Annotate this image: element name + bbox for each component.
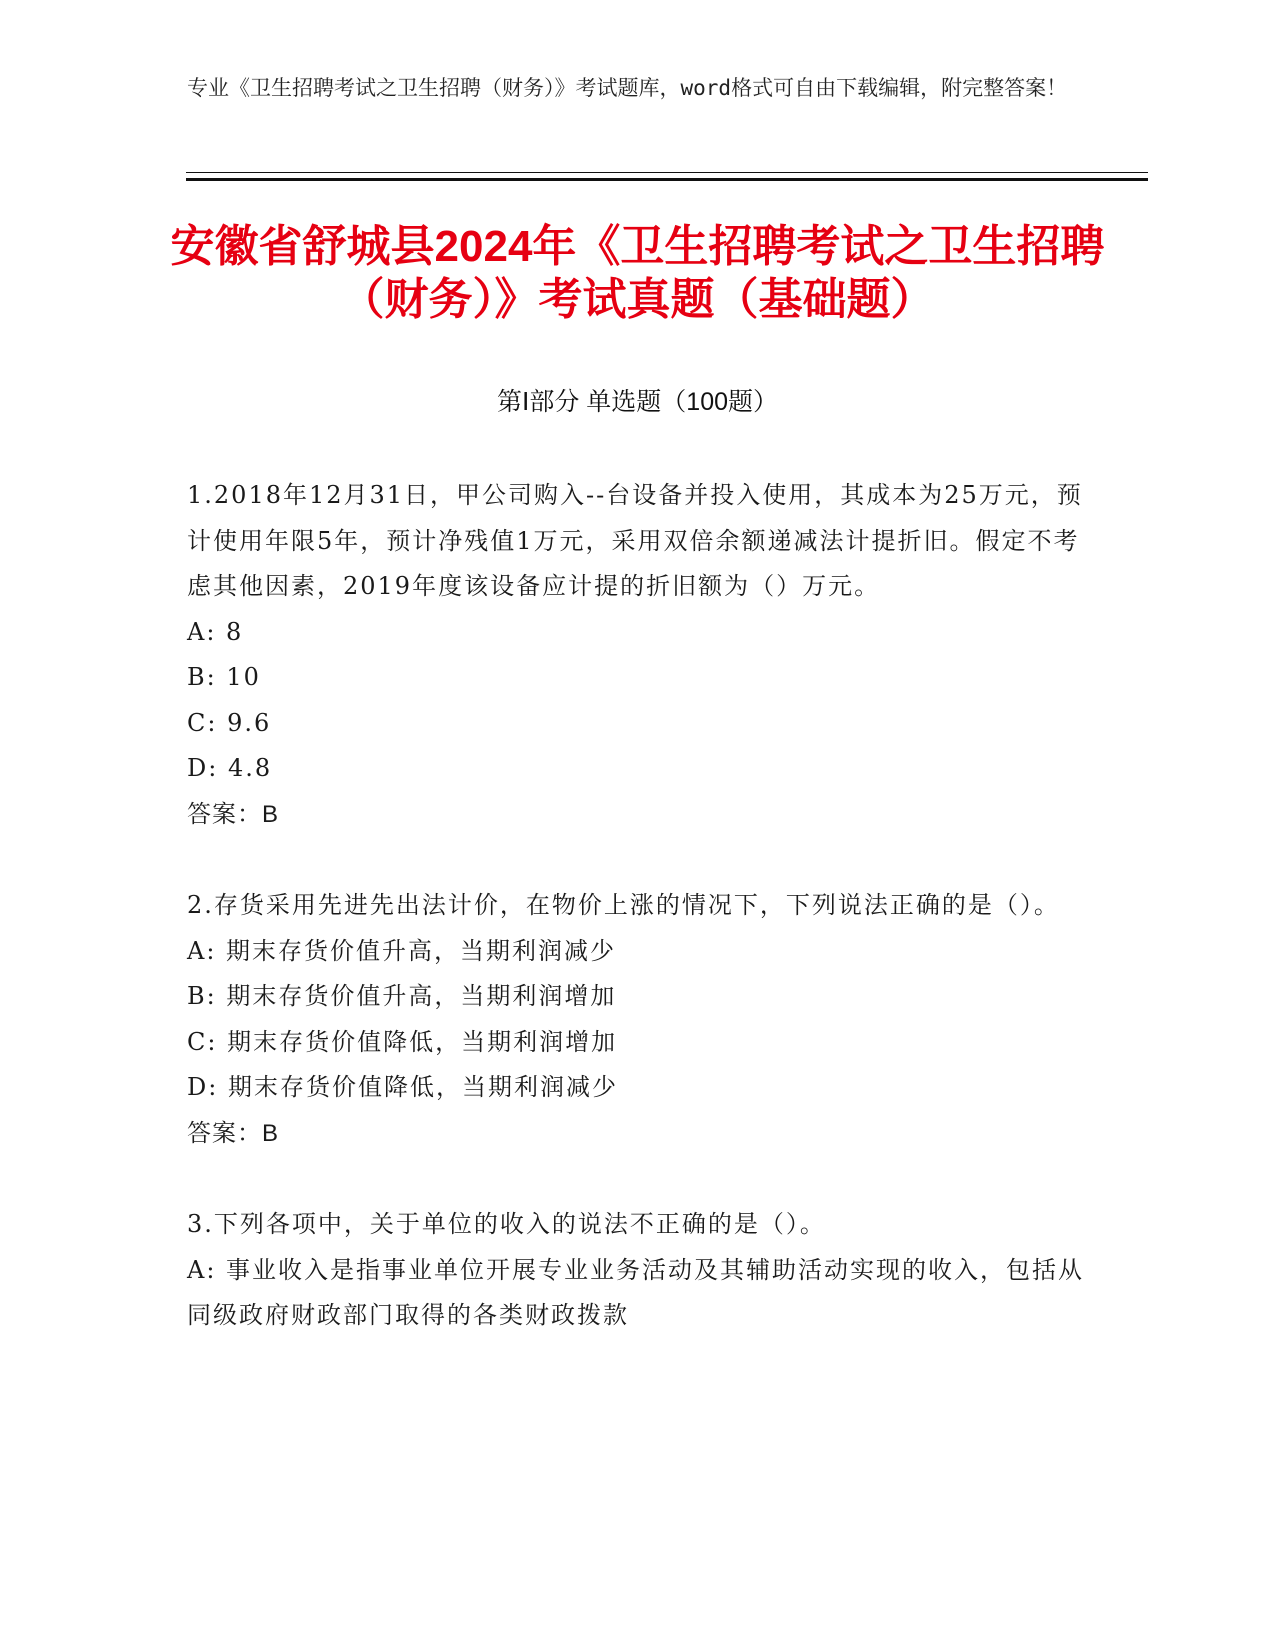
answer: 答案：B [187, 800, 280, 828]
option-d: D: 期末存货价值降低，当期利润减少 [187, 1073, 618, 1101]
question-2 [187, 883, 1087, 1156]
question-list [187, 473, 1087, 1385]
header-note: 专业《卫生招聘考试之卫生招聘（财务）》考试题库，word格式可自由下载编辑，附完整答案！ [187, 76, 1068, 100]
option-c: C: 9.6 [187, 708, 272, 737]
document-title: 安徽省舒城县2024年《卫生招聘考试之卫生招聘（财务）》考试真题（基础题） [170, 222, 1105, 324]
option-b: B: 10 [187, 663, 261, 691]
option-c: C: 期末存货价值降低，当期利润增加 [187, 1027, 618, 1056]
question-text: 2.存货采用先进先出法计价，在物价上涨的情况下，下列说法正确的是（）。 [187, 891, 1060, 919]
option-d: D: 4.8 [187, 754, 273, 782]
header-divider-thin [186, 172, 1148, 173]
question-3 [187, 1202, 1087, 1339]
section-title: 第Ⅰ部分 单选题（100题） [496, 388, 779, 416]
option-a: A: 期末存货价值升高，当期利润减少 [187, 936, 617, 965]
answer: 答案：B [187, 1119, 280, 1147]
question-text: 3.下列各项中，关于单位的收入的说法不正确的是（）。 [187, 1210, 826, 1238]
question-1 [187, 473, 1087, 837]
option-a: A: 事业收入是指事业单位开展专业业务活动及其辅助活动实现的收入，包括从同级政府财政部门取得的各类财政拨款 [187, 1255, 1085, 1329]
option-a: A: 8 [187, 617, 244, 646]
option-b: B: 期末存货价值升高，当期利润增加 [187, 982, 617, 1010]
header-divider-thick [186, 178, 1148, 181]
question-text: 1.2018年12月31日，甲公司购入--台设备并投入使用，其成本为25万元，预计使用年限5年，预计净残值1万元，采用双倍余额递减法计提折旧。假定不考虑其他因素，2019年度该设备应计提的折旧额为（）万元。 [187, 481, 1083, 600]
